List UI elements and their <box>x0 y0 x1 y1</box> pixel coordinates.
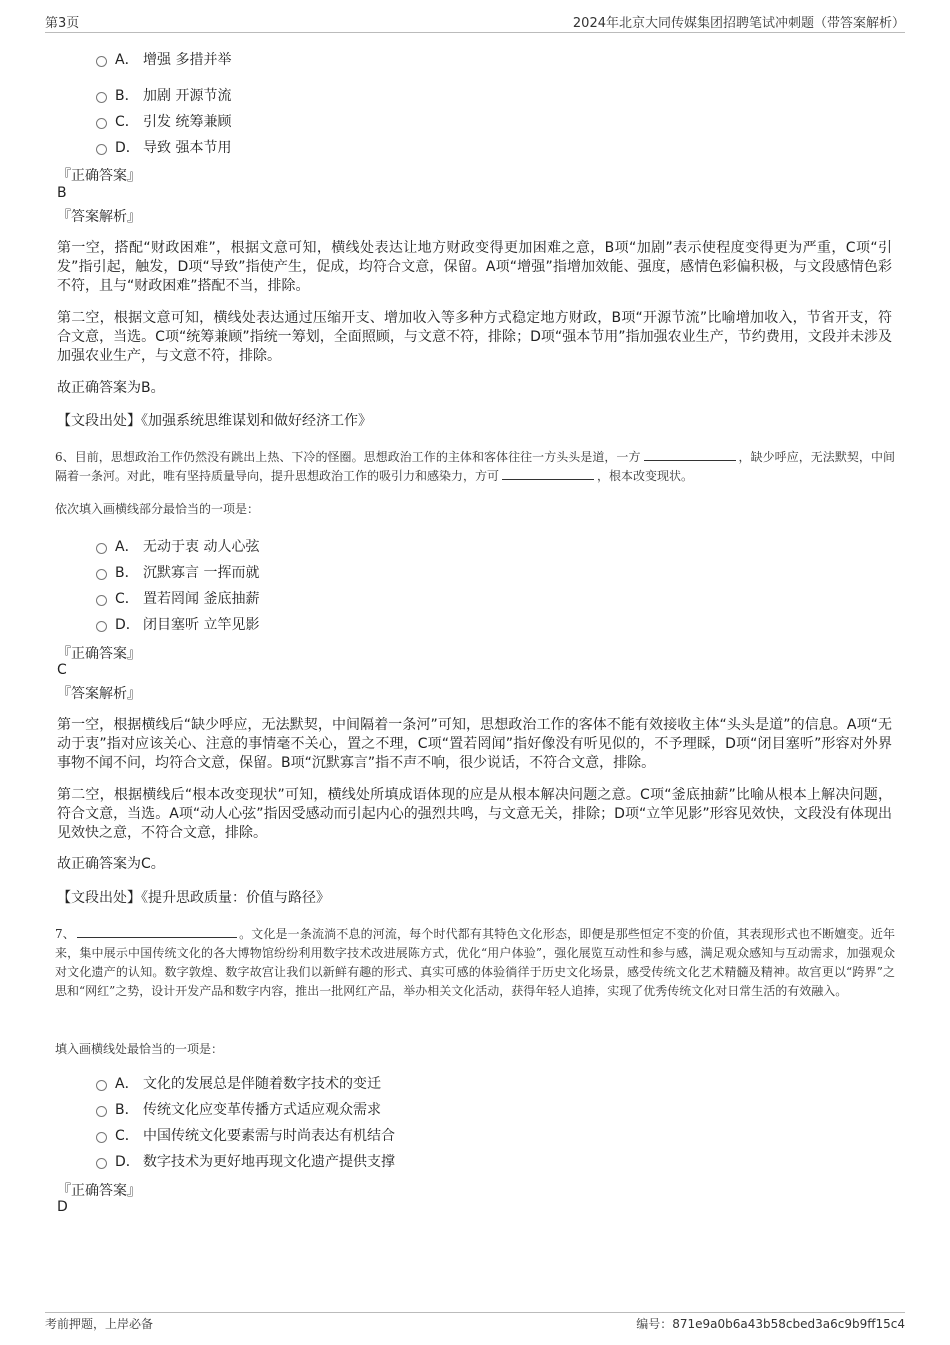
q6-conclusion: 故正确答案为C。 <box>57 856 165 872</box>
q7-option-d[interactable]: D． 数字技术为更好地再现文化遗产提供支撑 <box>96 1153 395 1171</box>
q7-prompt: 填入画横线处最恰当的一项是： <box>55 1042 224 1056</box>
q6-analysis-paragraph: 第二空，根据横线后“根本改变现状”可知，横线处所填成语体现的应是从根本解决问题之意。C项“釜底抽薪”比喻从根本上解决问题，符合文意，当选。A项“动人心弦”指因受感动而引起内心的强烈共鸣，与文意无关，排除；D项“立竿见影”形容见效快，文段没有体现出见效快之意，不符合文意，排除。 <box>57 787 892 841</box>
q5-analysis-paragraph: 第一空，搭配“财政困难”，根据文意可知，横线处表达让地方财政变得更加困难之意，B项“加剧”表示使程度变得更为严重，C项“引发”指引起，触发，D项“导致”指使产生，促成，均符合文意，保留。A项“增强”指增加效能、强度，感情色彩偏积极，与文段感情色彩不符，且与“财政困难”搭配不当，排除。 <box>57 240 892 294</box>
q6-option-a[interactable]: A． 无动于衷 动人心弦 <box>96 538 259 556</box>
footer-divider <box>45 1312 905 1313</box>
blank-line <box>644 448 736 461</box>
radio-icon[interactable] <box>96 621 107 632</box>
page-number: 第3页 <box>45 16 80 31</box>
radio-icon[interactable] <box>96 1080 107 1091</box>
radio-icon[interactable] <box>96 1158 107 1169</box>
q5-option-d[interactable]: D． 导致 强本节用 <box>96 139 231 157</box>
q6-answer-label: 『正确答案』 <box>57 646 141 662</box>
q5-answer: B <box>57 185 67 201</box>
blank-line <box>502 467 594 480</box>
radio-icon[interactable] <box>96 569 107 580</box>
q6-stem: 6、目前，思想政治工作仍然没有跳出上热、下冷的怪圈。思想政治工作的主体和客体往往一方头头是道，一方 ，缺少呼应，无法默契，中间隔着一条河。对此，唯有坚持质量导向，提升思想政治工作的吸引力和感染力，方可 ，根本改变现状。 <box>55 450 895 483</box>
radio-icon[interactable] <box>96 92 107 103</box>
document-title: 2024年北京大同传媒集团招聘笔试冲刺题（带答案解析） <box>572 16 905 31</box>
q5-answer-label: 『正确答案』 <box>57 168 141 184</box>
footer-slogan: 考前押题，上岸必备 <box>45 1317 154 1331</box>
q5-option-b[interactable]: B． 加剧 开源节流 <box>96 87 231 105</box>
q5-analysis-paragraph: 第二空，根据文意可知，横线处表达通过压缩开支、增加收入等多种方式稳定地方财政，B项“开源节流”比喻增加收入，节省开支，符合文意，当选。C项“统筹兼顾”指统一筹划，全面照顾，与文意不符，排除；D项“强本节用”指加强农业生产，节约费用，文段并未涉及加强农业生产，与文意不符，排除。 <box>57 310 892 364</box>
radio-icon[interactable] <box>96 595 107 606</box>
radio-icon[interactable] <box>96 118 107 129</box>
q6-answer: C <box>57 662 67 678</box>
q7-option-c[interactable]: C． 中国传统文化要素需与时尚表达有机结合 <box>96 1127 395 1145</box>
q6-analysis-paragraph: 第一空，根据横线后“缺少呼应，无法默契，中间隔着一条河”可知，思想政治工作的客体不能有效接收主体“头头是道”的信息。A项“无动于衷”指对应该关心、注意的事情毫不关心，置之不理，C项“置若罔闻”指好像没有听见似的，不予理睬，D项“闭目塞听”形容对外界事物不闻不问，均符合文意，保留。B项“沉默寡言”指不声不响，很少说话，不符合文意，排除。 <box>57 717 892 771</box>
q6-prompt: 依次填入画横线部分最恰当的一项是： <box>55 502 260 516</box>
radio-icon[interactable] <box>96 543 107 554</box>
q5-option-c[interactable]: C． 引发 统筹兼顾 <box>96 113 231 131</box>
footer-code: 编号：871e9a0b6a43b58cbed3a6c9b9ff15c4 <box>636 1317 905 1331</box>
q6-option-c[interactable]: C． 置若罔闻 釜底抽薪 <box>96 590 259 608</box>
q7-option-b[interactable]: B． 传统文化应变革传播方式适应观众需求 <box>96 1101 381 1119</box>
q7-stem: 7、 。文化是一条流淌不息的河流，每个时代都有其特色文化形态，即便是那些恒定不变的价值，其表现形式也不断嬗变。近年来，集中展示中国传统文化的各大博物馆纷纷利用数字技术改进展陈方式，优化“用户体验”，强化展览互动性和参与感，满足观众感知与互动需求，加强观众对文化遗产的认知。数字敦煌、数字故宫让我们以新鲜有趣的形式、真实可感的体验徜徉于历史文化场景，感受传统文化艺术精髓及精神。故宫更以“跨界”之思和“网红”之势，设计开发产品和数字内容，推出一批网红产品，举办相关文化活动，获得年轻人追捧，实现了优秀传统文化对日常生活的有效融入。 <box>55 927 895 998</box>
header-divider <box>45 32 905 33</box>
radio-icon[interactable] <box>96 1132 107 1143</box>
radio-icon[interactable] <box>96 144 107 155</box>
radio-icon[interactable] <box>96 56 107 67</box>
q7-answer-label: 『正确答案』 <box>57 1183 141 1199</box>
q6-source: 【文段出处】《提升思政质量：价值与路径》 <box>57 890 330 906</box>
radio-icon[interactable] <box>96 1106 107 1117</box>
q6-option-b[interactable]: B． 沉默寡言 一挥而就 <box>96 564 259 582</box>
q6-analysis-label: 『答案解析』 <box>57 686 141 702</box>
q5-source: 【文段出处】《加强系统思维谋划和做好经济工作》 <box>57 413 372 429</box>
blank-line <box>77 925 237 938</box>
q6-option-d[interactable]: D． 闭目塞听 立竿见影 <box>96 616 259 634</box>
q7-option-a[interactable]: A． 文化的发展总是伴随着数字技术的变迁 <box>96 1075 381 1093</box>
q7-answer: D <box>57 1199 68 1215</box>
q5-conclusion: 故正确答案为B。 <box>57 380 165 396</box>
q5-option-a[interactable]: A． 增强 多措并举 <box>96 51 231 69</box>
q5-analysis-label: 『答案解析』 <box>57 209 141 225</box>
